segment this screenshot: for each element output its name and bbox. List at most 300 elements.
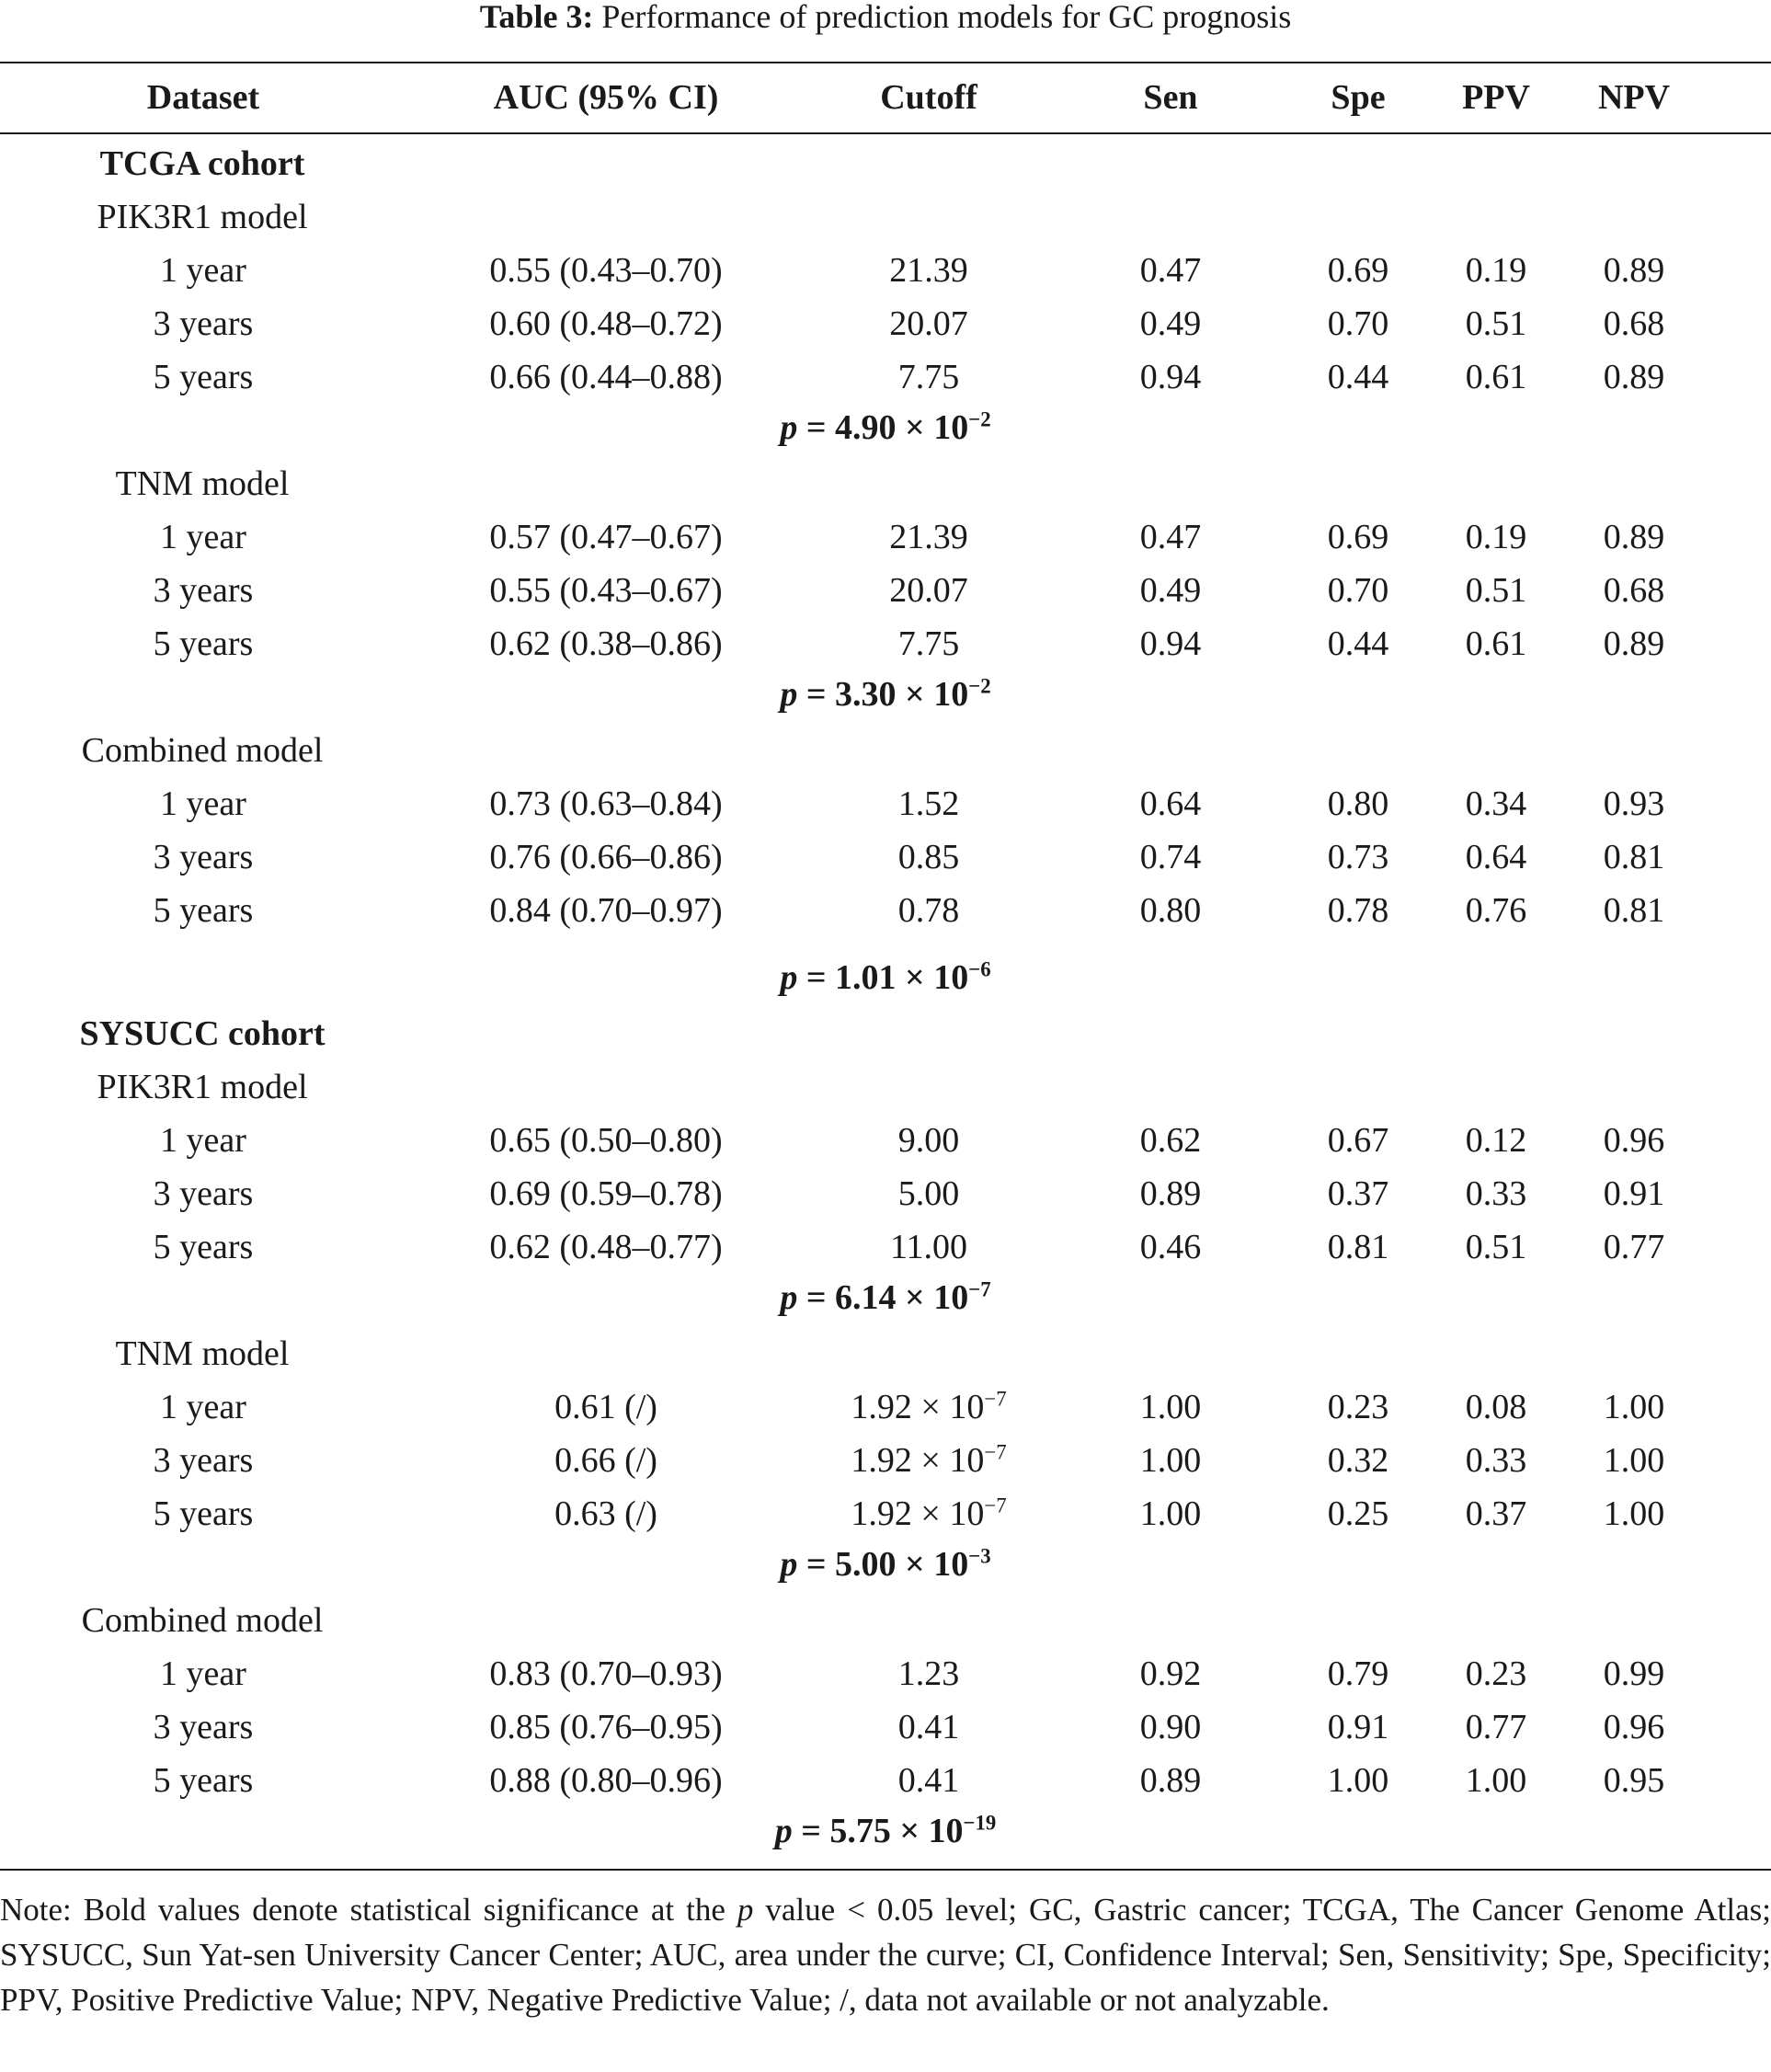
cutoff-exponent: −7 [984, 1440, 1007, 1464]
p-value [0, 675, 1771, 714]
cell-text: 0.69 [1327, 518, 1389, 556]
cell-text: 0.81 [1603, 891, 1665, 930]
cell-period [154, 1174, 254, 1213]
cell-ppv [1466, 624, 1527, 663]
p-value [0, 408, 1771, 447]
cell-text: 0.81 [1603, 838, 1665, 876]
cell-cutoff [851, 1441, 1006, 1480]
cell-text: 0.80 [1327, 784, 1389, 823]
cell-period [160, 1388, 246, 1426]
col-cutoff: Cutoff [880, 78, 977, 117]
cell-text: 0.64 [1465, 838, 1527, 876]
cell-spe [1328, 1228, 1389, 1266]
cell-auc [489, 1174, 722, 1213]
cell-cutoff [889, 251, 968, 290]
cell-text: 0.62 [1139, 1121, 1202, 1160]
cell-sen [1140, 838, 1202, 876]
p-symbol: p [774, 1812, 793, 1850]
p-base: 1.01 × 10 [835, 958, 969, 997]
cell-text: 0.55 (0.43–0.67) [489, 571, 723, 610]
cell-spe [1328, 518, 1389, 556]
note-p: p [737, 1892, 754, 1928]
p-equals: = [797, 1545, 836, 1584]
cell-text: 0.89 [1603, 358, 1665, 396]
table-row [0, 1114, 1771, 1167]
cell-text: 0.89 [1603, 624, 1665, 663]
cell-text: 0.81 [1327, 1228, 1389, 1266]
cell-text: 0.47 [1139, 251, 1202, 290]
p-base: 6.14 × 10 [835, 1278, 969, 1317]
cell-text: 1.00 [1327, 1761, 1389, 1800]
cell-text: 0.85 [897, 838, 960, 876]
cell-cutoff [898, 1174, 960, 1213]
cell-text: 0.83 (0.70–0.93) [489, 1654, 723, 1693]
cell-text: 0.76 (0.66–0.86) [489, 838, 723, 876]
cell-text: 0.80 [1139, 891, 1202, 930]
cell-ppv [1466, 784, 1527, 823]
cell-auc [489, 1761, 722, 1800]
cell-text: 9.00 [897, 1121, 960, 1160]
cell-text: 0.55 (0.43–0.70) [489, 251, 723, 290]
cell-sen [1140, 1388, 1202, 1426]
table-row [0, 564, 1771, 617]
cell-spe [1328, 784, 1389, 823]
cell-text: 0.25 [1327, 1494, 1389, 1533]
cell-period [154, 304, 254, 343]
cell-npv [1604, 838, 1665, 876]
cell-text: 0.65 (0.50–0.80) [489, 1121, 723, 1160]
p-value [0, 1278, 1771, 1317]
cell-text: 0.51 [1465, 1228, 1527, 1266]
cell-text: 5 years [153, 358, 254, 396]
cell-text: 0.94 [1139, 358, 1202, 396]
cell-ppv [1466, 304, 1527, 343]
cell-text: 1.00 [1603, 1494, 1665, 1533]
cell-npv [1604, 1494, 1665, 1533]
table-row [0, 1754, 1771, 1807]
cell-period [154, 1441, 254, 1480]
cell-text: 0.78 [897, 891, 960, 930]
cell-period [154, 1494, 254, 1533]
cell-text: 0.60 (0.48–0.72) [489, 304, 723, 343]
cell-text: 0.64 [1139, 784, 1202, 823]
cell-text: 0.96 [1603, 1708, 1665, 1746]
p-base: 5.00 × 10 [835, 1545, 969, 1584]
cell-ppv [1466, 1441, 1527, 1480]
p-exponent: −2 [968, 674, 991, 698]
p-exponent: −6 [968, 957, 991, 981]
cell-text: 1.00 [1139, 1494, 1202, 1533]
cell-sen [1140, 518, 1202, 556]
cell-text: 0.66 (0.44–0.88) [489, 358, 723, 396]
cell-text: 0.92 [1139, 1654, 1202, 1693]
cell-cutoff [898, 838, 960, 876]
cell-period [154, 1761, 254, 1800]
cell-text: 0.51 [1465, 571, 1527, 610]
cell-auc [489, 891, 722, 930]
cell-text: 1 year [160, 1388, 246, 1426]
cell-ppv [1466, 1654, 1527, 1693]
bottom-rule [0, 1869, 1771, 1871]
cell-spe [1328, 1761, 1389, 1800]
cell-ppv [1466, 1761, 1527, 1800]
cell-sen [1140, 784, 1202, 823]
cell-cutoff [898, 1761, 960, 1800]
p-equals: = [797, 1278, 836, 1317]
cell-text: 0.77 [1465, 1708, 1527, 1746]
cell-period [160, 518, 246, 556]
cell-text: 1.00 [1603, 1441, 1665, 1480]
cell-sen [1140, 624, 1202, 663]
cell-spe [1328, 838, 1389, 876]
cell-text: 0.73 [1327, 838, 1389, 876]
cell-text: 0.91 [1327, 1708, 1389, 1746]
cell-text: 1 year [160, 784, 246, 823]
cell-text: 0.79 [1327, 1654, 1389, 1693]
cell-text: 0.61 [1465, 358, 1527, 396]
cell-spe [1328, 1441, 1389, 1480]
cohort-heading: TCGA cohort [99, 144, 305, 183]
p-value [0, 958, 1771, 997]
model-heading: PIK3R1 model [97, 198, 308, 236]
cell-text: 0.76 [1465, 891, 1527, 930]
cohort-heading: SYSUCC cohort [79, 1014, 326, 1053]
cell-text: 0.44 [1327, 624, 1389, 663]
cell-npv [1604, 518, 1665, 556]
cell-text: 0.37 [1465, 1494, 1527, 1533]
cell-text: 0.94 [1139, 624, 1202, 663]
p-equals: = [797, 958, 836, 997]
cell-text: 0.89 [1139, 1174, 1202, 1213]
col-npv: NPV [1597, 78, 1671, 117]
cell-cutoff [851, 1494, 1006, 1533]
table-row [0, 1434, 1771, 1487]
cell-text: 0.63 (/) [554, 1494, 657, 1533]
table-row [0, 297, 1771, 350]
cell-sen [1140, 304, 1202, 343]
cell-auc [489, 624, 722, 663]
cell-text: 0.23 [1465, 1654, 1527, 1693]
cell-auc [554, 1494, 657, 1533]
cell-auc [554, 1441, 657, 1480]
cell-text: 1.92 × 10 [851, 1388, 985, 1426]
p-symbol: p [780, 958, 798, 997]
cell-text: 5 years [153, 624, 254, 663]
cell-text: 5.00 [897, 1174, 960, 1213]
cell-text: 20.07 [889, 304, 968, 343]
cell-period [160, 1121, 246, 1160]
cell-ppv [1466, 838, 1527, 876]
cell-text: 1 year [160, 1121, 246, 1160]
cell-text: 5 years [153, 891, 254, 930]
p-exponent: −19 [963, 1811, 997, 1835]
cell-cutoff [889, 518, 968, 556]
cell-text: 21.39 [889, 518, 968, 556]
cell-text: 0.34 [1465, 784, 1527, 823]
cell-sen [1140, 891, 1202, 930]
cell-sen [1140, 1654, 1202, 1693]
cell-sen [1140, 1494, 1202, 1533]
cell-cutoff [890, 1228, 967, 1266]
cell-npv [1604, 1121, 1665, 1160]
cell-sen [1140, 1708, 1202, 1746]
cell-auc [489, 518, 722, 556]
cell-text: 1.92 × 10 [851, 1441, 985, 1480]
table-row [0, 1380, 1771, 1434]
table-row [0, 1700, 1771, 1754]
cutoff-exponent: −7 [984, 1387, 1007, 1411]
p-exponent: −3 [968, 1544, 991, 1568]
table-caption [0, 0, 1771, 33]
cell-text: 7.75 [897, 624, 960, 663]
note-after-p: value < 0.05 level; GC, Gastric cancer; TCGA, The Cancer Genome Atlas; SYSUCC, Sun Yat-sen University Cancer Center; AUC, area under the curve; CI, Confidence Interval; Sen, Sensitivity; Spe, Specificity; PPV, Positive Predictive Value; NPV, Negative Predictive Value; /, data not available or not analyzable. [0, 1892, 1771, 2018]
cell-text: 0.19 [1465, 518, 1527, 556]
cell-text: 0.47 [1139, 518, 1202, 556]
cell-text: 3 years [153, 304, 254, 343]
cell-period [154, 891, 254, 930]
cell-period [154, 1708, 254, 1746]
cell-period [160, 251, 246, 290]
cell-text: 0.90 [1139, 1708, 1202, 1746]
cell-text: 20.07 [889, 571, 968, 610]
cell-text: 1.00 [1139, 1388, 1202, 1426]
cell-text: 0.33 [1465, 1441, 1527, 1480]
cell-cutoff [889, 304, 968, 343]
cell-ppv [1466, 1228, 1527, 1266]
cell-spe [1328, 1494, 1389, 1533]
cell-text: 0.62 (0.38–0.86) [489, 624, 723, 663]
cell-period [154, 571, 254, 610]
cell-period [154, 1228, 254, 1266]
cell-ppv [1466, 251, 1527, 290]
cell-auc [489, 784, 722, 823]
cell-auc [489, 1228, 722, 1266]
model-heading: Combined model [81, 1601, 324, 1640]
cell-text: 0.12 [1465, 1121, 1527, 1160]
cell-text: 0.46 [1139, 1228, 1202, 1266]
cell-text: 0.88 (0.80–0.96) [489, 1761, 723, 1800]
p-equals: = [792, 1812, 830, 1850]
cell-ppv [1466, 571, 1527, 610]
cell-text: 0.19 [1465, 251, 1527, 290]
cell-text: 1.52 [897, 784, 960, 823]
cell-auc [489, 304, 722, 343]
cell-text: 0.49 [1139, 304, 1202, 343]
cell-text: 3 years [153, 571, 254, 610]
cell-text: 0.89 [1139, 1761, 1202, 1800]
cell-text: 0.91 [1603, 1174, 1665, 1213]
table-note [0, 1887, 1771, 2022]
cell-npv [1604, 1761, 1665, 1800]
cell-cutoff [898, 784, 960, 823]
p-equals: = [797, 675, 836, 714]
cell-sen [1140, 1121, 1202, 1160]
cell-spe [1328, 624, 1389, 663]
p-equals: = [797, 408, 836, 447]
cell-sen [1140, 1441, 1202, 1480]
cell-ppv [1466, 1708, 1527, 1746]
cell-spe [1328, 251, 1389, 290]
col-auc: AUC (95% CI) [493, 78, 719, 117]
note-before-p: Note: Bold values denote statistical significance at the [0, 1892, 737, 1928]
cell-text: 0.62 (0.48–0.77) [489, 1228, 723, 1266]
cell-cutoff [898, 624, 960, 663]
cell-auc [554, 1388, 657, 1426]
cell-spe [1328, 891, 1389, 930]
p-exponent: −2 [968, 407, 991, 431]
cell-npv [1604, 1654, 1665, 1693]
cell-text: 1 year [160, 251, 246, 290]
cell-npv [1604, 1388, 1665, 1426]
cell-cutoff [851, 1388, 1006, 1426]
cell-period [154, 624, 254, 663]
cell-sen [1140, 571, 1202, 610]
cell-spe [1328, 1174, 1389, 1213]
p-symbol: p [780, 1545, 798, 1584]
cell-cutoff [898, 1121, 960, 1160]
cell-ppv [1466, 518, 1527, 556]
cell-cutoff [898, 891, 960, 930]
cell-text: 1.00 [1139, 1441, 1202, 1480]
cell-text: 11.00 [889, 1228, 968, 1266]
cell-text: 0.99 [1603, 1654, 1665, 1693]
cell-text: 0.68 [1603, 304, 1665, 343]
p-symbol: p [780, 1278, 798, 1317]
cell-text: 0.41 [897, 1761, 960, 1800]
cell-sen [1140, 1761, 1202, 1800]
cell-auc [489, 358, 722, 396]
cell-text: 0.32 [1327, 1441, 1389, 1480]
cell-cutoff [898, 1654, 960, 1693]
cell-text: 0.93 [1603, 784, 1665, 823]
cell-sen [1140, 358, 1202, 396]
table-header [0, 63, 1771, 132]
header-rule [0, 132, 1771, 134]
cell-text: 0.74 [1139, 838, 1202, 876]
cell-text: 7.75 [897, 358, 960, 396]
p-symbol: p [780, 408, 798, 447]
cell-text: 0.85 (0.76–0.95) [489, 1708, 723, 1746]
p-base: 5.75 × 10 [829, 1812, 964, 1850]
cell-text: 3 years [153, 1708, 254, 1746]
cell-text: 0.69 (0.59–0.78) [489, 1174, 723, 1213]
model-heading: Combined model [81, 731, 324, 770]
cell-text: 0.51 [1465, 304, 1527, 343]
cell-ppv [1466, 1494, 1527, 1533]
cell-text: 0.23 [1327, 1388, 1389, 1426]
table-row [0, 884, 1771, 937]
cell-cutoff [889, 571, 968, 610]
cutoff-exponent: −7 [984, 1494, 1007, 1517]
cell-text: 3 years [153, 838, 254, 876]
cell-period [154, 838, 254, 876]
cell-text: 3 years [153, 1174, 254, 1213]
col-sen: Sen [1143, 78, 1198, 117]
cell-period [160, 784, 246, 823]
table-row [0, 244, 1771, 297]
cell-text: 21.39 [889, 251, 968, 290]
cell-npv [1604, 304, 1665, 343]
table-row [0, 350, 1771, 404]
cell-spe [1328, 1708, 1389, 1746]
cell-text: 0.33 [1465, 1174, 1527, 1213]
p-exponent: −7 [968, 1277, 991, 1301]
p-symbol: p [780, 675, 798, 714]
cell-cutoff [898, 1708, 960, 1746]
cell-text: 1.00 [1603, 1388, 1665, 1426]
cell-text: 0.96 [1603, 1121, 1665, 1160]
cell-text: 0.89 [1603, 518, 1665, 556]
cell-text: 0.84 (0.70–0.97) [489, 891, 723, 930]
cell-npv [1604, 891, 1665, 930]
cell-text: 0.08 [1465, 1388, 1527, 1426]
cell-text: 0.44 [1327, 358, 1389, 396]
col-dataset: Dataset [146, 78, 260, 117]
cell-ppv [1466, 1121, 1527, 1160]
cell-text: 5 years [153, 1494, 254, 1533]
table-row [0, 830, 1771, 884]
cell-text: 0.57 (0.47–0.67) [489, 518, 723, 556]
cell-text: 0.61 (/) [554, 1388, 657, 1426]
model-heading: TNM model [115, 1334, 290, 1373]
cell-npv [1604, 624, 1665, 663]
cell-sen [1140, 1174, 1202, 1213]
table-row [0, 1220, 1771, 1274]
cell-npv [1604, 571, 1665, 610]
cell-sen [1140, 251, 1202, 290]
cell-text: 1.23 [897, 1654, 960, 1693]
cell-npv [1604, 1228, 1665, 1266]
cell-text: 0.49 [1139, 571, 1202, 610]
cell-text: 0.61 [1465, 624, 1527, 663]
cell-text: 0.77 [1603, 1228, 1665, 1266]
cell-spe [1328, 304, 1389, 343]
cell-text: 0.41 [897, 1708, 960, 1746]
cell-ppv [1466, 1388, 1527, 1426]
p-base: 3.30 × 10 [835, 675, 969, 714]
table-title: Performance of prediction models for GC prognosis [601, 0, 1292, 35]
cell-npv [1604, 358, 1665, 396]
model-heading: TNM model [115, 464, 290, 503]
cell-auc [489, 1121, 722, 1160]
cell-npv [1604, 1708, 1665, 1746]
cell-text: 0.73 (0.63–0.84) [489, 784, 723, 823]
cell-period [160, 1654, 246, 1693]
cell-npv [1604, 1174, 1665, 1213]
table-label: Table 3: [479, 0, 594, 35]
table-row [0, 777, 1771, 830]
cell-ppv [1466, 891, 1527, 930]
cell-text: 1.00 [1465, 1761, 1527, 1800]
model-heading: PIK3R1 model [97, 1068, 308, 1106]
p-base: 4.90 × 10 [835, 408, 969, 447]
col-ppv: PPV [1462, 78, 1530, 117]
cell-text: 5 years [153, 1761, 254, 1800]
table-row [0, 617, 1771, 670]
cell-npv [1604, 784, 1665, 823]
cell-text: 0.70 [1327, 571, 1389, 610]
cell-ppv [1466, 1174, 1527, 1213]
cell-text: 1.92 × 10 [851, 1494, 985, 1533]
cell-auc [489, 571, 722, 610]
cell-ppv [1466, 358, 1527, 396]
cell-text: 1 year [160, 518, 246, 556]
cell-text: 5 years [153, 1228, 254, 1266]
cell-auc [489, 1708, 722, 1746]
cell-spe [1328, 1654, 1389, 1693]
cell-period [154, 358, 254, 396]
table-row [0, 1167, 1771, 1220]
